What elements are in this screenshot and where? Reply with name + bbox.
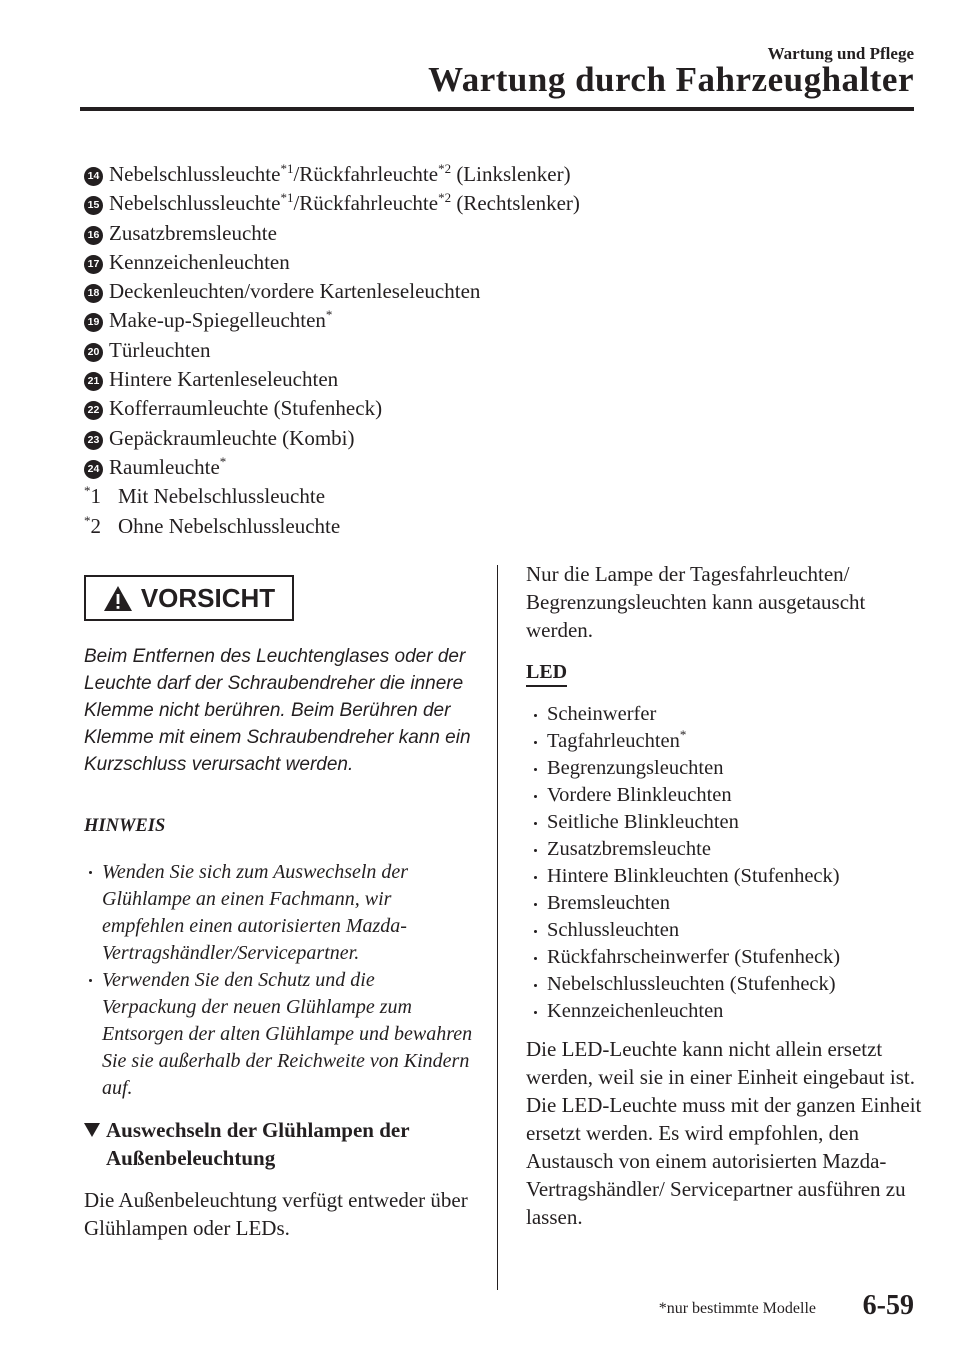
list-item [84,336,580,365]
caution-text: Beim Entfernen des Leuchtenglases oder der Leuchte darf der Schraubendreher die innere Klemme nicht berühren. Beim Berühren der Klemme mit einem Schraubendreher kann ein Kurzschluss verursacht werden. [84,646,471,775]
footnote-mark: * [679,727,687,743]
number-badge: 17 [84,255,103,274]
caution-box [84,575,294,621]
number-badge: 18 [84,284,103,303]
footnote-text: Mit Nebelschlussleuchte [118,484,326,509]
number-badge: 14 [84,167,103,186]
number-badge: 21 [84,372,103,391]
page-number: 6-59 [862,1290,914,1321]
led-item: Rückfahrscheinwerfer (Stufenheck) [526,944,926,971]
section-body: Die Außenbeleuchtung verfügt entweder über Glühlampen oder LEDs. [84,1188,468,1240]
note-list [84,859,474,1102]
item-text: Deckenleuchten/vordere Kartenleseleuchten [109,279,481,304]
note-item: Wenden Sie sich zum Auswechseln der Glühlampe an einen Fachmann, wir empfehlen einen autorisierten Mazda-Vertragshändler/Servicepartner. [84,859,474,967]
led-item: Vordere Blinkleuchten [526,782,926,809]
list-item [84,277,580,306]
led-paragraph-2: Die LED-Leuchte muss mit der ganzen Einheit ersetzt werden. Es wird empfohlen, den Austausch von einem autorisierten Mazda-Vertragshändler/ Servicepartner ausführen zu lassen. [526,1093,922,1229]
list-item [84,424,580,453]
chapter-title: Wartung und Pflege [767,44,914,63]
footnote [84,512,580,541]
number-badge: 24 [84,460,103,479]
footnote-mark: *1 [280,161,294,176]
list-item [84,453,580,482]
led-item: Begrenzungsleuchten [526,755,926,782]
footnote-number: 2 [90,513,101,538]
led-item: Tagfahrleuchten* [526,728,926,755]
triangle-down-icon [84,1116,106,1172]
note-heading: HINWEIS [84,816,166,836]
footnote-mark: *2 [438,161,452,176]
number-badge: 15 [84,196,103,215]
section-title: Wartung durch Fahrzeughalter [428,60,914,99]
item-text: Kennzeichenleuchten [109,249,290,274]
led-item: Nebelschlussleuchten (Stufenheck) [526,971,926,998]
item-text: Make-up-Spiegelleuchten [109,308,326,333]
intro-paragraph: Nur die Lampe der Tagesfahrleuchten/ Begrenzungsleuchten kann ausgetauscht werden. [526,562,866,642]
footnote-mark: *1 [280,190,294,206]
column-divider [497,565,498,1290]
warning-icon [103,585,133,612]
list-item [84,394,580,423]
led-item: Seitliche Blinkleuchten [526,809,926,836]
led-paragraph-1: Die LED-Leuchte kann nicht allein ersetzt werden, weil sie in einer Einheit eingebaut ist. [526,1037,915,1089]
caution-label: VORSICHT [140,582,276,613]
item-text: /Rückfahrleuchte [293,191,439,216]
footnote-mark: * [325,307,333,323]
list-item [84,189,580,218]
left-column [84,575,474,1242]
item-text: Nebelschlussleuchte [109,162,281,186]
number-badge: 19 [84,313,103,332]
lamp-list [84,160,580,541]
footnote-mark: *2 [438,190,452,206]
led-item: Scheinwerfer [526,701,926,728]
item-text: Zusatzbremsleuchte [109,220,277,245]
item-text: Nebelschlussleuchte [109,191,281,216]
footnote [84,482,580,511]
item-text: Gepäckraumleuchte (Kombi) [109,425,355,450]
right-column [526,560,926,1231]
led-list [526,701,926,1025]
footnote-mark: * [219,453,227,469]
footnote-mark: * [84,483,91,499]
item-text: Kofferraumleuchte (Stufenheck) [109,396,383,421]
item-text: Raumleuchte [109,454,220,479]
footnote-text: Ohne Nebelschlussleuchte [118,513,341,538]
list-item [84,365,580,394]
footnote-mark: * [84,512,91,528]
item-text: /Rückfahrleuchte [293,162,439,186]
section-heading-text: Auswechseln der Glühlampen der Außenbeleuchtung [106,1118,410,1170]
led-heading: LED [526,660,567,687]
led-item: Zusatzbremsleuchte [526,836,926,863]
number-badge: 20 [84,343,103,362]
note-item: Verwenden Sie den Schutz und die Verpackung der neuen Glühlampe zum Entsorgen der alten Glühlampe und bewahren Sie sie außerhalb der Reichweite von Kindern auf. [84,967,474,1102]
list-item [84,306,580,335]
list-item [84,248,580,277]
item-text: (Rechtslenker) [451,191,580,216]
number-badge: 23 [84,431,103,450]
section-heading [84,1116,474,1172]
number-badge: 16 [84,226,103,245]
led-item: Schlussleuchten [526,917,926,944]
item-text: (Linkslenker) [451,162,571,186]
footnote-number: 1 [90,484,101,509]
list-item [84,219,580,248]
list-item [84,160,580,189]
item-text: Türleuchten [109,337,211,362]
led-item: Hintere Blinkleuchten (Stufenheck) [526,863,926,890]
led-item: Bremsleuchten [526,890,926,917]
item-text: Hintere Kartenleseleuchten [109,367,339,392]
footer-note: *nur bestimmte Modelle [658,1300,816,1317]
number-badge: 22 [84,401,103,420]
led-item: Kennzeichenleuchten [526,998,926,1025]
header-rule [80,107,914,111]
